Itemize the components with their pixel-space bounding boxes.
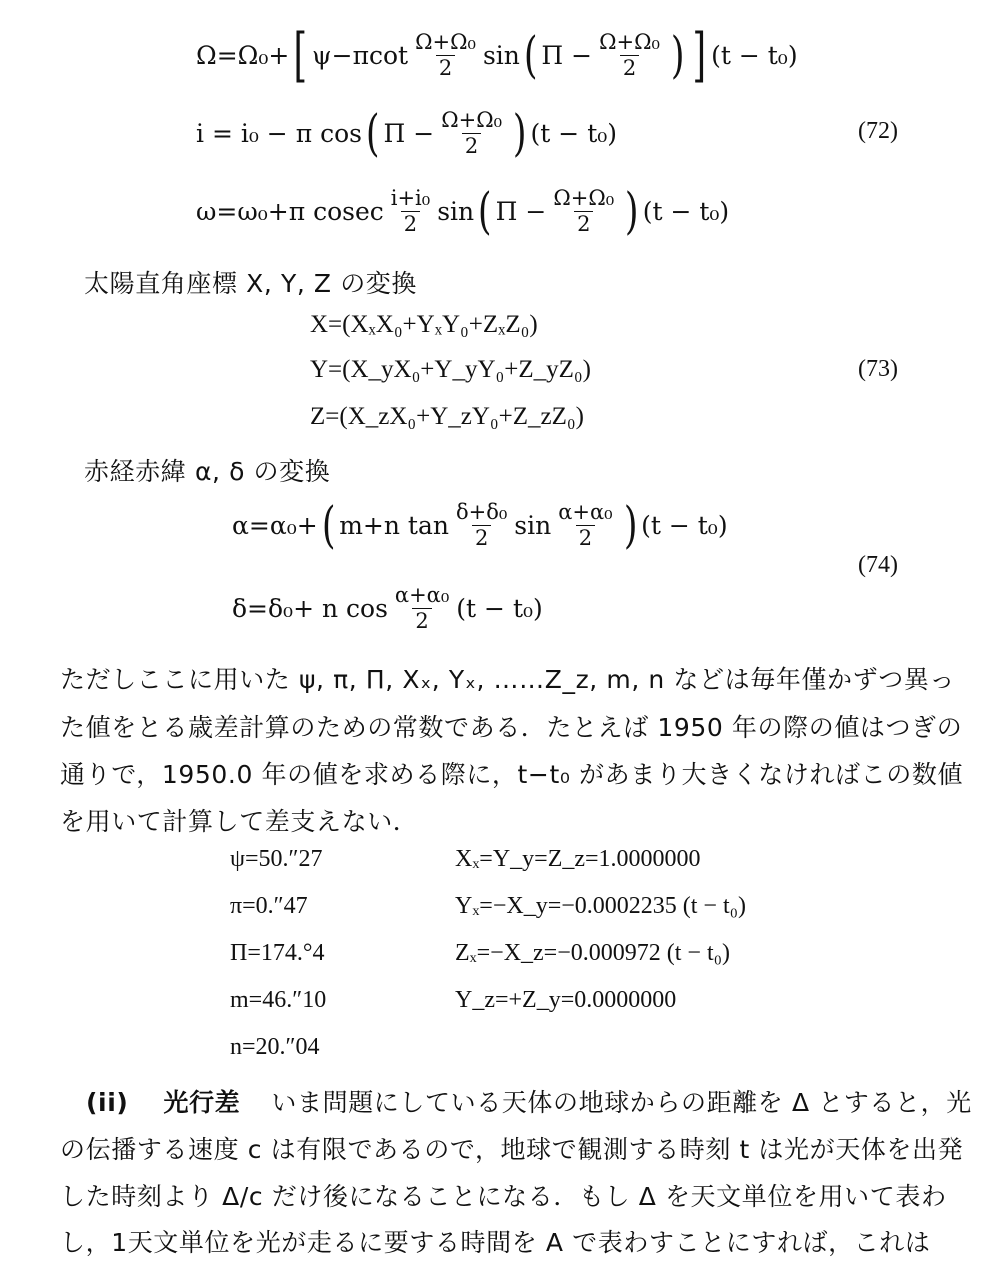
sin: sin [482, 40, 520, 70]
equation-i: i = i₀ − π cos ( Π − $\frac{\text{Ω+Ω₀}}{2}$ ) (t − t₀) [196, 104, 618, 162]
const-Yx: Yₓ=−X_y=−0.0002235 (t − t₀) [455, 893, 746, 919]
const-m: m=46.″10 [230, 987, 327, 1013]
fraction: $\frac{\text{Ω+Ω₀}}{2}$ [441, 107, 503, 158]
fraction: $\frac{\text{Ω+Ω₀}}{2}$ [553, 185, 615, 236]
equation-omega-small: ω=ω₀+π cosec $\frac{\text{i+i₀}}{2}$ sin ( Π − $\frac{\text{Ω+Ω₀}}{2}$ ) (t − t₀) [196, 182, 730, 240]
section-title: 光行差 [163, 1088, 241, 1117]
para1-line-2: た値をとる歳差計算のための常数である．たとえば 1950 年の際の値はつぎの [60, 713, 963, 742]
equation-X: X=(XₓX₀+YₓY₀+ZₓZ₀) [310, 311, 538, 338]
fraction: $\frac{\text{δ+δ₀}}{2}$ [455, 499, 508, 550]
omega-lhs: Ω=Ω₀+ [196, 40, 290, 70]
section-ii-text-1: いま問題にしている天体の地球からの距離を Δ とすると，光 [271, 1088, 972, 1117]
w-lhs: ω=ω₀+π cosec [196, 196, 384, 226]
heading-alpha-delta: 赤経赤緯 α, δ の変換 [84, 457, 331, 486]
sin: sin [437, 196, 475, 226]
fraction: $\frac{\text{Ω+Ω₀}}{2}$ [415, 29, 476, 80]
pi-minus: Π − [541, 40, 593, 70]
section-ii-line-1 [86, 1083, 972, 1119]
const-psi: ψ=50.″27 [230, 846, 323, 872]
alpha-lhs: α=α₀+ [232, 510, 318, 540]
sin: sin [514, 510, 552, 540]
equation-Y: Y=(X_yX₀+Y_yY₀+Z_yZ₀) [310, 356, 591, 383]
t-minus-t0: (t − t₀) [642, 196, 730, 226]
i-lhs: i = i₀ − π cos [196, 118, 362, 148]
section-label: (ii) [86, 1088, 129, 1117]
equation-alpha: α=α₀+ ( m+n tan $\frac{\text{δ+δ₀}}{2}$ sin $\frac{\text{α+α₀}}{2}$ ) (t − t₀) [232, 496, 728, 554]
const-Zx: Zₓ=−X_z=−0.000972 (t − t₀) [455, 940, 730, 966]
const-Yz: Y_z=+Z_y=0.0000000 [455, 987, 677, 1013]
para1-line-4: を用いて計算して差支えない． [60, 807, 419, 836]
t-minus-t0: (t − t₀) [530, 118, 618, 148]
omega-psi: ψ−πcot [312, 40, 409, 70]
section-ii-line-3: した時刻より Δ/c だけ後になることになる．もし Δ を天文単位を用いて表わ [60, 1182, 947, 1211]
const-n: n=20.″04 [230, 1034, 320, 1060]
const-pi: π=0.″47 [230, 893, 308, 919]
equation-Z: Z=(X_zX₀+Y_zY₀+Z_zZ₀) [310, 403, 584, 430]
equation-number-74: (74) [858, 552, 898, 578]
t-minus-t0: (t − t₀) [711, 40, 798, 70]
fraction: $\frac{\text{α+α₀}}{2}$ [394, 582, 450, 633]
para1-line-3: 通りで，1950.0 年の値を求める際に，t−t₀ があまり大きくなければこの数値 [60, 760, 964, 789]
section-ii-line-4: し，1天文単位を光が走るに要する時間を A で表わすことにすれば，これは [60, 1228, 931, 1257]
equation-omega: Ω=Ω₀+ [ ψ−πcot $\frac{\text{Ω+Ω₀}}{2}$ sin ( Π − $\frac{\text{Ω+Ω₀}}{2}$ ) ] (t − t₀) [196, 21, 798, 89]
const-Xx: Xₓ=Y_y=Z_z=1.0000000 [455, 846, 701, 872]
fraction: $\frac{\text{Ω+Ω₀}}{2}$ [599, 29, 660, 80]
fraction: $\frac{\text{α+α₀}}{2}$ [558, 499, 613, 550]
alpha-inner: m+n tan [339, 510, 449, 540]
const-Pi: Π=174.°4 [230, 940, 325, 966]
para1-line-1: ただしここに用いた ψ, π, Π, Xₓ, Yₓ, ……Z_z, m, n などは毎年僅かずつ異っ [60, 665, 956, 694]
heading-xyz: 太陽直角座標 X, Y, Z の変換 [84, 269, 418, 298]
equation-delta [232, 578, 543, 638]
section-ii-line-2: の伝播する速度 c は有限であるので，地球で観測する時刻 t は光が天体を出発 [60, 1135, 964, 1164]
fraction: $\frac{\text{i+i₀}}{2}$ [390, 185, 431, 236]
t-minus-t0: (t − t₀) [641, 510, 728, 540]
t-minus-t0: (t − t₀) [456, 593, 543, 623]
pi-minus: Π − [383, 118, 435, 148]
pi-minus: Π − [495, 196, 547, 226]
delta-lhs: δ=δ₀+ n cos [232, 593, 388, 623]
equation-number-73: (73) [858, 356, 898, 382]
equation-number-72: (72) [858, 118, 898, 144]
